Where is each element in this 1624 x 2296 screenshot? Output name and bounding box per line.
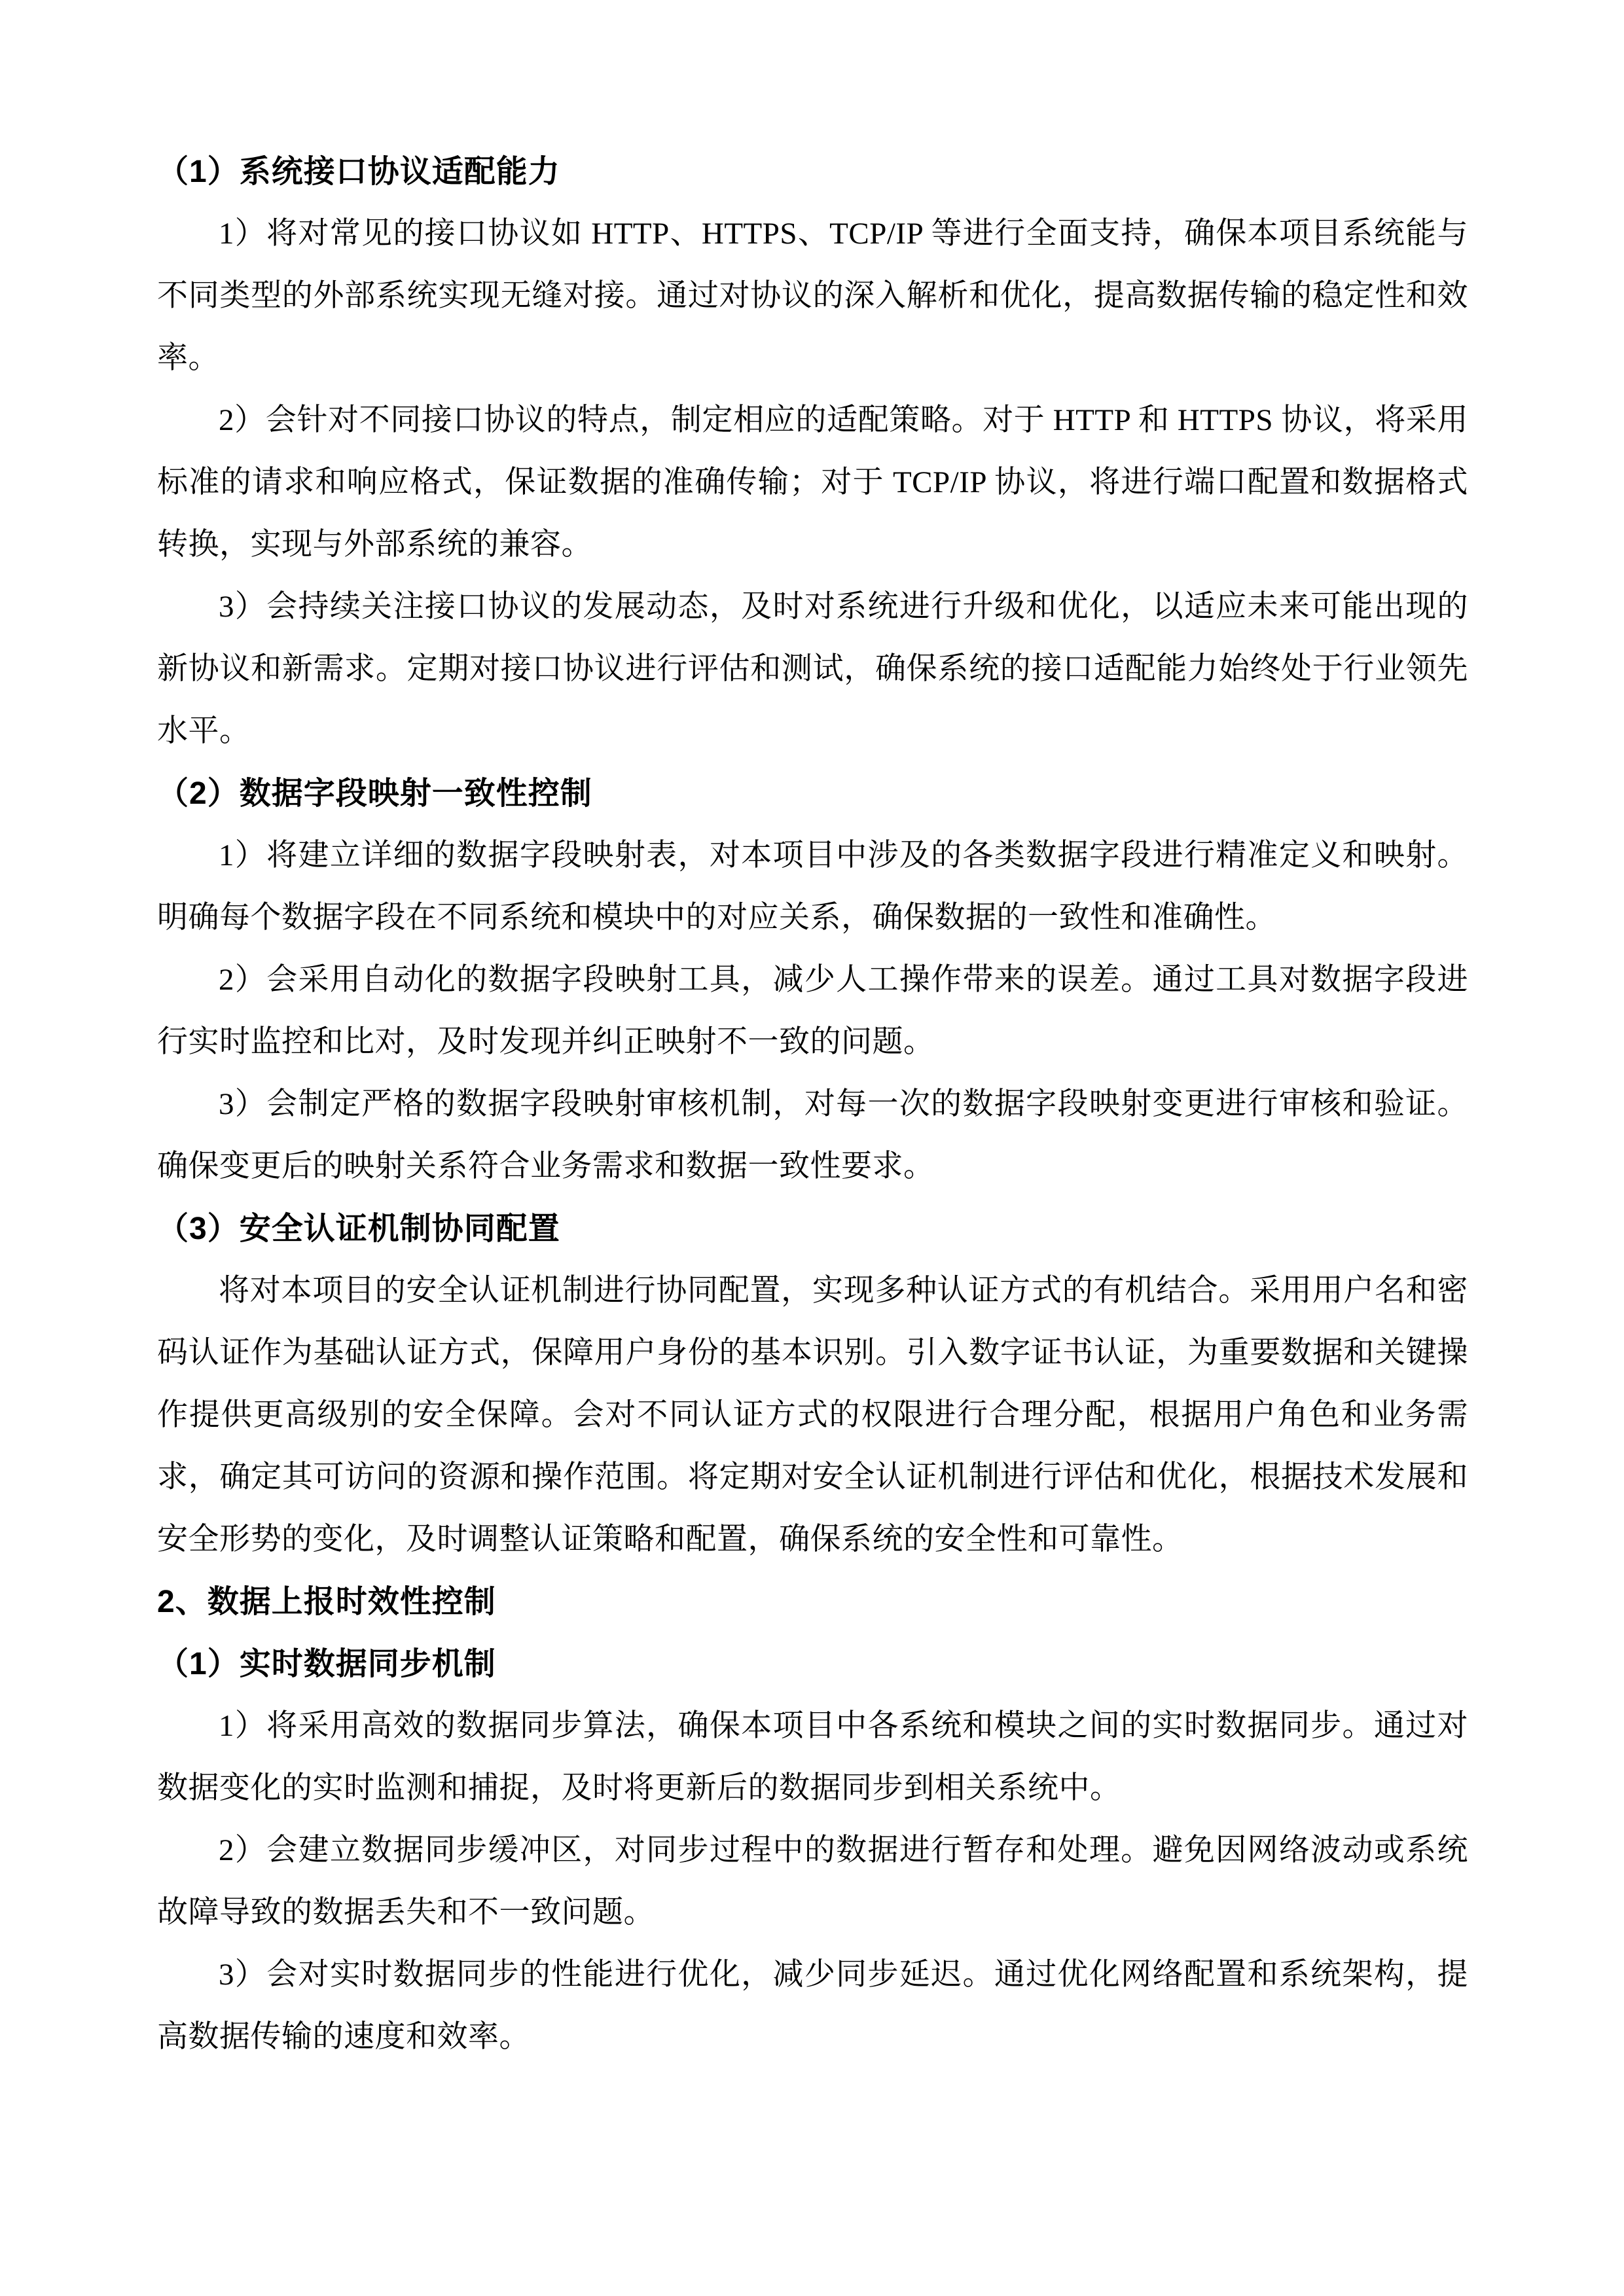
paragraph-mapping-audit: 3）会制定严格的数据字段映射审核机制，对每一次的数据字段映射变更进行审核和验证。确保变更后的映射关系符合业务需求和数据一致性要求。 bbox=[157, 1087, 1468, 1183]
section-heading-interface-protocol-adaptation: （1）系统接口协议适配能力 bbox=[157, 154, 560, 189]
paragraph-protocol-support: 1）将对常见的接口协议如 HTTP、HTTPS、TCP/IP 等进行全面支持，确保本项目系统能与不同类型的外部系统实现无缝对接。通过对协议的深入解析和优化，提高数据传输的稳定性和效率。 bbox=[157, 217, 1468, 375]
section-heading-data-field-mapping: （2）数据字段映射一致性控制 bbox=[157, 776, 592, 811]
paragraph-mapping-tool: 2）会采用自动化的数据字段映射工具，减少人工操作带来的误差。通过工具对数据字段进行实时监控和比对，及时发现并纠正映射不一致的问题。 bbox=[157, 963, 1468, 1059]
paragraph-mapping-table: 1）将建立详细的数据字段映射表，对本项目中涉及的各类数据字段进行精准定义和映射。明确每个数据字段在不同系统和模块中的对应关系，确保数据的一致性和准确性。 bbox=[157, 838, 1468, 935]
section-heading-security-authentication: （3）安全认证机制协同配置 bbox=[157, 1211, 560, 1246]
paragraph-sync-algorithm: 1）将采用高效的数据同步算法，确保本项目中各系统和模块之间的实时数据同步。通过对数据变化的实时监测和捕捉，及时将更新后的数据同步到相关系统中。 bbox=[157, 1709, 1468, 1805]
paragraph-sync-performance: 3）会对实时数据同步的性能进行优化，减少同步延迟。通过优化网络配置和系统架构，提高数据传输的速度和效率。 bbox=[157, 1958, 1468, 2054]
paragraph-sync-buffer: 2）会建立数据同步缓冲区，对同步过程中的数据进行暂存和处理。避免因网络波动或系统故障导致的数据丢失和不一致问题。 bbox=[157, 1833, 1468, 1929]
paragraph-protocol-adaptation-strategy: 2）会针对不同接口协议的特点，制定相应的适配策略。对于 HTTP 和 HTTPS 协议，将采用标准的请求和响应格式，保证数据的准确传输；对于 TCP/IP 协议，将进行端口配置和数据格式转换，实现与外部系统的兼容。 bbox=[157, 403, 1468, 562]
chapter-heading-data-reporting-timeliness: 2、数据上报时效性控制 bbox=[157, 1585, 496, 1619]
section-heading-realtime-sync: （1）实时数据同步机制 bbox=[157, 1647, 496, 1681]
paragraph-security-authentication-config: 将对本项目的安全认证机制进行协同配置，实现多种认证方式的有机结合。采用用户名和密码认证作为基础认证方式，保障用户身份的基本识别。引入数字证书认证，为重要数据和关键操作提供更高级别的安全保障。会对不同认证方式的权限进行合理分配，根据用户角色和业务需求，确定其可访问的资源和操作范围。将定期对安全认证机制进行评估和优化，根据技术发展和安全形势的变化，及时调整认证策略和配置，确保系统的安全性和可靠性。 bbox=[157, 1274, 1468, 1556]
paragraph-protocol-upgrade: 3）会持续关注接口协议的发展动态，及时对系统进行升级和优化，以适应未来可能出现的新协议和新需求。定期对接口协议进行评估和测试，确保系统的接口适配能力始终处于行业领先水平。 bbox=[157, 590, 1468, 748]
document-content bbox=[157, 141, 1468, 2068]
